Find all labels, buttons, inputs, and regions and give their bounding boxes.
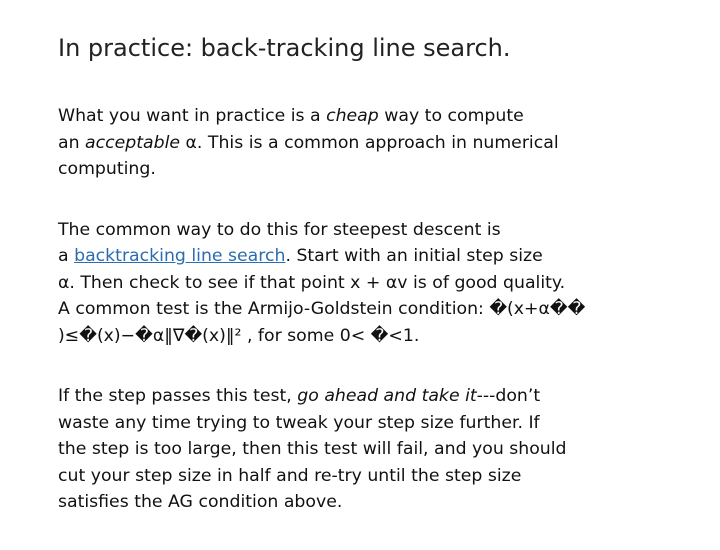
text-line [58,243,698,270]
text-span: way to compute [378,106,524,126]
text-span: . Start with an initial step size [285,246,543,266]
text-span: ---don’t [476,386,541,406]
text-line: The common way to do this for steepest descent is [58,219,501,240]
text-line: A common test is the Armijo-Goldstein condition: �(x+α�� [58,299,586,319]
text-line: the step is too large, then this test will fail, and you should [58,439,567,459]
paragraph-intro [58,103,698,183]
text-span: a [58,246,75,266]
emphasis-go-ahead: go ahead and take it [297,386,477,406]
emphasis-acceptable: acceptable [85,132,181,153]
paragraph-advice [58,383,698,516]
text-span: α. This is a common approach in numerical [180,132,559,153]
text-span: an [58,132,86,153]
text-line [58,103,698,130]
text-line: satisfies the AG condition above. [58,492,343,512]
text-span: What you want in practice is a [58,106,327,126]
text-line: cut your step size in half and re-try until the step size [58,465,522,486]
slide-body [58,103,698,550]
formula-line: )≤�(x)−�α‖∇�(x)‖² , for some 0< �<1. [58,325,420,346]
slide-title: In practice: back-tracking line search. [58,34,511,62]
text-span: If the step passes this test, [58,386,298,406]
text-line [58,130,698,157]
paragraph-method [58,217,698,350]
text-line: waste any time trying to tweak your step size further. If [58,412,540,433]
text-line: computing. [58,159,156,179]
backtracking-line-search-link[interactable]: backtracking line search [74,246,286,266]
text-line: α. Then check to see if that point x + αv is of good quality. [58,272,566,293]
text-line [58,383,698,410]
emphasis-cheap: cheap [326,106,379,126]
